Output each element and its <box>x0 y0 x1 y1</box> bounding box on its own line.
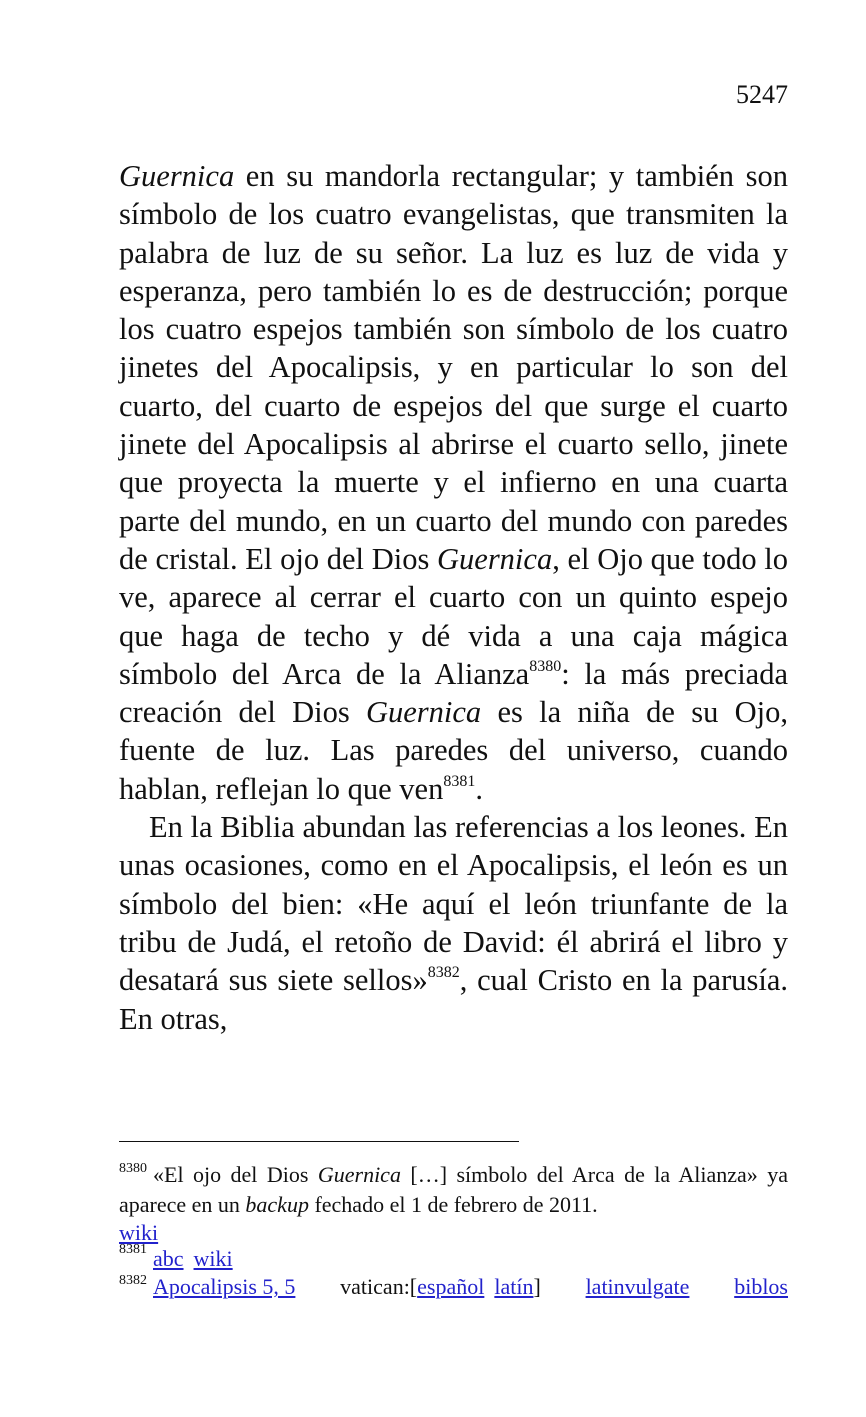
apocalipsis-link[interactable]: Apocalipsis 5, 5 <box>153 1274 296 1299</box>
footnote-text: fechado el 1 de febrero de 2011. <box>308 1192 598 1217</box>
text-run: . <box>475 771 483 806</box>
footnote-ref-8381: 8381 <box>443 772 476 790</box>
paragraph-2 <box>119 808 788 1038</box>
footnote-separator <box>119 1141 519 1142</box>
footnote-8382-start <box>119 1272 295 1302</box>
footnote-number: 8380 <box>119 1161 147 1176</box>
wiki-link[interactable]: wiki <box>193 1246 233 1271</box>
italic-term: backup <box>245 1192 309 1217</box>
text-run: , cual Cristo en la parusía. En otras, <box>119 963 788 1036</box>
biblos-link[interactable]: biblos <box>734 1274 788 1299</box>
latin-link[interactable]: latín <box>494 1274 534 1299</box>
italic-term: Guernica <box>119 159 235 193</box>
espanol-link[interactable]: español <box>417 1274 485 1299</box>
main-text <box>119 157 788 1038</box>
footnote-text: «El ojo del Dios <box>153 1162 318 1187</box>
footnote-ref-8380: 8380 <box>529 657 562 675</box>
page-number: 5247 <box>736 80 788 109</box>
text-run: , el Ojo que todo lo ve, aparece al cerrar el cuarto con un quinto espejo que haga de techo y dé vida a una caja mágica símbolo del Arca de la Alianza <box>119 541 788 691</box>
vatican-label: vatican:[ <box>340 1274 418 1299</box>
abc-link[interactable]: abc <box>153 1246 184 1271</box>
footnote-8380 <box>119 1160 788 1220</box>
footnote-8381 <box>119 1242 788 1272</box>
footnote-8380-links <box>119 1220 788 1246</box>
paragraph-1 <box>119 157 788 808</box>
vatican-group <box>340 1272 541 1302</box>
latinvulgate-link[interactable]: latinvulgate <box>585 1274 690 1299</box>
footnote-number: 8381 <box>119 1242 147 1257</box>
wiki-link[interactable]: wiki <box>119 1220 159 1245</box>
footnote-ref-8382: 8382 <box>427 964 460 982</box>
text-run: En la Biblia abundan las referencias a los leones. En unas ocasiones, como en el Apocalipsis, el león es un símbolo del bien: «He aquí el león triunfante de la tribu de Judá, el retoño de David: él abrirá el libro y desatará sus siete sellos» <box>119 810 788 998</box>
footnotes <box>119 1160 788 1302</box>
text-run: : la más preciada creación del Dios <box>119 656 788 730</box>
bracket-close: ] <box>533 1274 541 1299</box>
italic-term: Guernica <box>365 695 482 730</box>
italic-term: Guernica <box>317 1162 401 1187</box>
footnote-number: 8382 <box>119 1273 147 1288</box>
footnote-text: […] símbolo del Arca de la Alianza» ya aparece en un <box>119 1162 788 1217</box>
footnote-8382 <box>119 1272 788 1302</box>
italic-term: Guernica <box>437 541 553 576</box>
text-run: en su mandorla rectangular; y también son símbolo de los cuatro evangelistas, que transmiten la palabra de luz de su señor. La luz es luz de vida y esperanza, pero también lo es de destrucción; porque los cuatro espejos también son símbolo de los cuatro jinetes del Apocalipsis, y en particular lo son del cuarto, del cuarto de espejos del que surge el cuarto jinete del Apocalipsis al abrirse el cuarto sello, jinete que proyecta la muerte y el infierno en una cuarta parte del mundo, en un cuarto del mundo con paredes de cristal. El ojo del Dios <box>119 159 788 576</box>
text-run: es la niña de su Ojo, fuente de luz. Las paredes del universo, cuando hablan, reflejan lo que ven <box>119 695 788 806</box>
